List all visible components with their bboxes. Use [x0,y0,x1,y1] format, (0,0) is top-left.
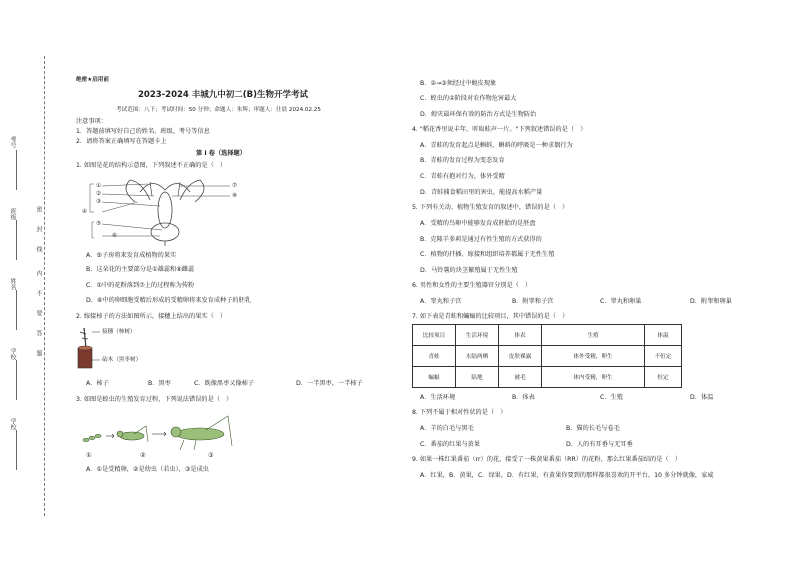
table-header-cell: 比较项目 [413,325,456,346]
q6-option-b: B．附睾和子宫 [512,298,554,305]
q2-stem: 2. 嫁接柿子的方法如图所示，接穗上结出的果实（ ） [76,313,227,320]
seal-char: 线 [35,246,42,252]
exam-meta: 考试范围：八下；考试时间：50 分钟；命题人：朱辉；审题人：仕晨 2024.02.25 [116,107,321,113]
q8-stem: 8. 下列不属于相对性状的是（ ） [412,409,507,416]
seal-char: 封 [35,226,42,232]
secret-mark: 绝密★启用前 [76,77,109,83]
q2-option-c: C．既像黑枣又像柿子 [194,380,255,387]
q4-option-c: C．青蛙有抱对行为，体外受精 [420,173,505,180]
comparison-table [412,324,682,388]
q6-option-a: A．睾丸和子宫 [420,298,462,305]
table-header-cell: 体温 [645,325,682,346]
notice-1: 1．答题前填写好自己的姓名、班级、考号等信息 [76,128,210,135]
name-blank [16,290,17,330]
q1-option-c: C．①中的花粉落到⑦上的过程称为传粉 [86,282,195,289]
name-label: 姓名 [9,278,16,290]
q7-option-a: A．生活环境 [420,394,456,401]
q7-option-d: D．体温 [690,394,714,401]
class-label: 班级 [9,208,16,220]
q3-number-2: ② [140,452,146,459]
flower-diagram [80,172,250,246]
school-label: 学校 [9,348,16,360]
q1-label-5: ⑤ [96,221,102,227]
q1-option-b: B．这朵花的主要部分是①雄蕊和⑧雌蕊 [86,266,195,273]
q3-option-a: A．①是受精卵，②是幼虫（若虫），③是成虫 [86,466,209,473]
q3-option-c: C．蝗虫的②阶段对农作物危害最大 [420,95,517,102]
seal-char: 要 [35,310,42,316]
q1-label-3: ③ [96,199,102,205]
q7-option-b: B．体表 [512,394,535,401]
exam-no-label: 考号 [9,136,16,148]
q1-option-d: D．⑥中的卵细胞受精后形成的受精卵将来发育成种子的胚乳 [86,297,251,304]
q6-stem: 6. 男性和女性的主要生殖器官分别是（ ） [412,282,532,289]
seal-char: 答 [35,330,42,336]
table-header-cell: 生殖 [542,325,645,346]
table-cell: 水陆两栖 [456,346,499,367]
q5-option-b: B．克隆羊多莉是通过有性生殖的方式获得的 [420,236,542,243]
q8-option-c: C．番茄的红果与黄果 [420,441,481,448]
q3-number-1: ① [86,452,92,459]
table-cell: 不恒定 [645,346,682,367]
table-header-row [413,325,682,346]
school-blank-2 [16,430,17,470]
q8-option-a: A．羊的白毛与黑毛 [420,425,474,432]
q3-option-d: D．蝗灾最环保有效的防治方式是生物防治 [420,111,537,118]
q4-stem: 4. "稻花香里说丰年，听取蛙声一片。"下列叙述错误的是（ ） [412,126,587,133]
seal-char: 密 [35,206,42,212]
table-cell: 青蛙 [413,346,456,367]
table-cell: 皮肤裸露 [499,346,542,367]
q1-label-1: ① [96,183,102,189]
seal-char: 题 [35,350,42,356]
q5-option-c: C．植物的扦插、嫁接和组织培养都属于无性生殖 [420,251,555,258]
table-cell: 被毛 [499,367,542,388]
q2-option-a: A．柿子 [86,380,109,387]
q2-option-d: D．一半黑枣，一半柿子 [296,380,363,387]
table-cell: 蝙蝠 [413,367,456,388]
table-cell: 体外受精，卵生 [542,346,645,367]
q9-continuation: A．红果，B．黄果，C．绿果，D．有红果，有黄果你要到的那样都很喜欢的开平台，10 多分钟就像，家威 [420,472,714,479]
q1-stem: 1. 如图是花的结构示意图，下列叙述不正确的是（ ） [76,162,227,169]
school-label-2: 学校 [9,418,16,430]
q5-option-a: A．受精的鸟卵中能够发育成胚胎的是胚盘 [420,220,536,227]
q1-label-6: ⑥ [112,233,118,239]
q5-stem: 5. 下列有关动、植物生殖发育的叙述中，错误的是（ ） [412,204,569,211]
table-cell: 陆地 [456,367,499,388]
seal-line [44,56,45,516]
q1-option-a: A．⑤子房将来发育成植物的果实 [86,252,177,259]
q3-stem: 3. 如图是蝗虫的生殖发育过程，下列说法错误的是（ ） [76,396,233,403]
q7-option-c: C．生殖 [600,394,623,401]
q4-option-a: A．青蛙的发育起点是蝌蚪，蝌蚪的呼吸是一种求偶行为 [420,142,573,149]
exam-title: 2023-2024 丰城九中初二(B)生物开学考试 [138,90,309,100]
q3-option-b: B．②→③须经过中蜕皮现象 [420,80,497,87]
seal-char: 内 [35,270,42,276]
q2-option-b: B．黑枣 [148,380,171,387]
table-header-cell: 生活环境 [456,325,499,346]
locust-lifecycle-diagram [80,412,250,452]
table-cell: 恒定 [645,367,682,388]
q2-rootstock-label: 砧木（黑枣树） [102,357,142,363]
exam-no-blank [16,150,17,190]
q7-stem: 7. 如下表是青蛙和蝙蝠的比较项目，其中错误的是（ ） [412,313,569,320]
q5-option-d: D．马铃薯的块茎繁殖属于无性生殖 [420,267,518,274]
table-row [413,367,682,388]
q1-label-8: ⑧ [232,193,238,199]
table-cell: 体内受精，卵生 [542,367,645,388]
q6-option-c: C．睾丸和卵巢 [600,298,642,305]
q4-option-d: D．青蛙捕食稻田里的害虫，能提高水稻产量 [420,189,543,196]
q8-option-b: B．猫的长毛与卷毛 [566,425,620,432]
q4-option-b: B．青蛙的发育过程为变态发育 [420,157,505,164]
grafting-diagram [74,326,104,370]
q3-number-3: ③ [208,452,214,459]
q1-label-7: ⑦ [232,183,238,189]
table-header-cell: 体表 [499,325,542,346]
table-row [413,346,682,367]
notice-2: 2．请将答案正确填写在答题卡上 [76,138,167,145]
class-blank [16,220,17,260]
q2-scion-label: 接穗（柿树） [102,329,136,335]
q8-option-d: D．人的有耳垂与无耳垂 [566,441,633,448]
q6-option-d: D．附睾和卵巢 [690,298,732,305]
q9-stem: 9. 如果一株红果番茄（rr）的花，接受了一株黄果番茄（RR）的花粉，那么红果番茄结的是（ ） [412,456,681,463]
seal-char: 不 [35,290,42,296]
section-heading: 第 I 卷（选择题） [196,150,246,157]
q1-label-2: ② [96,191,102,197]
q1-label-4: ④ [82,209,88,215]
notice-title: 注意事项： [76,118,107,125]
school-blank [16,360,17,400]
